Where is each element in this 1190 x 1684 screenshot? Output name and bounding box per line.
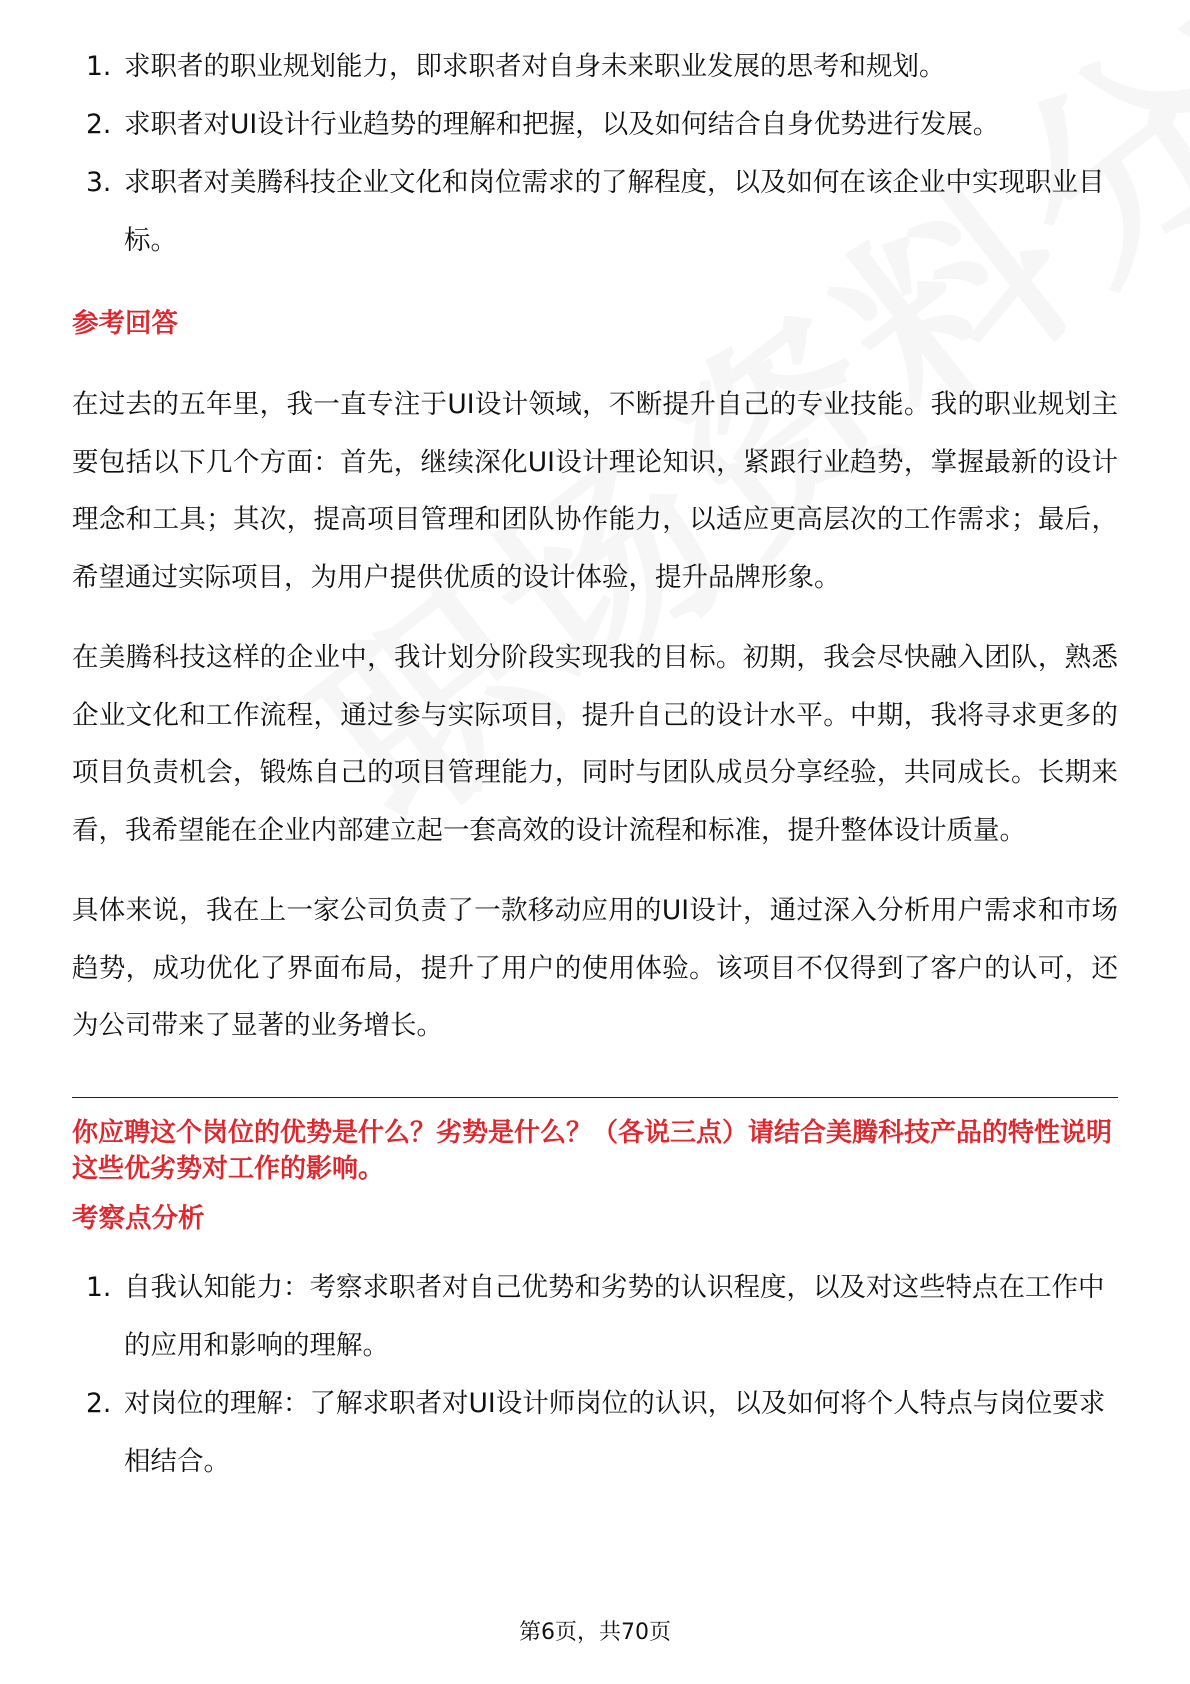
list-item: 1. 自我认知能力：考察求职者对自己优势和劣势的认识程度，以及对这些特点在工作中的应用和影响的理解。 [86, 1271, 1105, 1361]
list-item: 3. 求职者对美腾科技企业文化和岗位需求的了解程度，以及如何在该企业中实现职业目标。 [86, 167, 1105, 256]
reference-answer-heading: 参考回答 [72, 308, 178, 339]
answer-paragraph: 在美腾科技这样的企业中，我计划分阶段实现我的目标。初期，我会尽快融入团队，熟悉企业文化和工作流程，通过参与实际项目，提升自己的设计水平。中期，我将寻求更多的项目负责机会，锻炼自己的项目管理能力，同时与团队成员分享经验，共同成长。长期来看，我希望能在企业内部建立起一套高效的设计流程和标准，提升整体设计质量。 [72, 642, 1118, 846]
list-item-text: 求职者对美腾科技企业文化和岗位需求的了解程度，以及如何在该企业中实现职业目标。 [124, 167, 1105, 256]
question-heading: 你应聘这个岗位的优势是什么？劣势是什么？（各说三点）请结合美腾科技产品的特性说明这些优劣势对工作的影响。 [72, 1117, 1113, 1184]
list-item-text: 求职者的职业规划能力，即求职者对自身未来职业发展的思考和规划。 [124, 51, 946, 82]
list-item: 1. 求职者的职业规划能力，即求职者对自身未来职业发展的思考和规划。 [86, 51, 946, 82]
list-item-text: 求职者对UI设计行业趋势的理解和把握，以及如何结合自身优势进行发展。 [124, 109, 1000, 140]
list-item: 2. 对岗位的理解：了解求职者对UI设计师岗位的认识，以及如何将个人特点与岗位要求相结合。 [86, 1387, 1106, 1477]
intro-list [72, 38, 1118, 270]
answer-paragraph: 具体来说，我在上一家公司负责了一款移动应用的UI设计，通过深入分析用户需求和市场趋势，成功优化了界面布局，提升了用户的使用体验。该项目不仅得到了客户的认可，还为公司带来了显著的业务增长。 [72, 895, 1118, 1041]
section-divider [72, 1097, 1118, 1098]
answer-paragraph: 在过去的五年里，我一直专注于UI设计领域，不断提升自己的专业技能。我的职业规划主要包括以下几个方面：首先，继续深化UI设计理论知识，紧跟行业趋势，掌握最新的设计理念和工具；其次，提高项目管理和团队协作能力，以适应更高层次的工作需求；最后，希望通过实际项目，为用户提供优质的设计体验，提升品牌形象。 [72, 389, 1118, 593]
list-item: 2. 求职者对UI设计行业趋势的理解和把握，以及如何结合自身优势进行发展。 [86, 109, 1000, 140]
page-footer: 第6页，共70页 [519, 1620, 671, 1645]
analysis-list [72, 1259, 1118, 1491]
page-content [72, 38, 1118, 1491]
analysis-heading: 考察点分析 [72, 1202, 205, 1234]
list-item-text: 对岗位的理解：了解求职者对UI设计师岗位的认识，以及如何将个人特点与岗位要求相结合。 [124, 1387, 1106, 1477]
list-item-text: 自我认知能力：考察求职者对自己优势和劣势的认识程度，以及对这些特点在工作中的应用和影响的理解。 [124, 1271, 1105, 1361]
